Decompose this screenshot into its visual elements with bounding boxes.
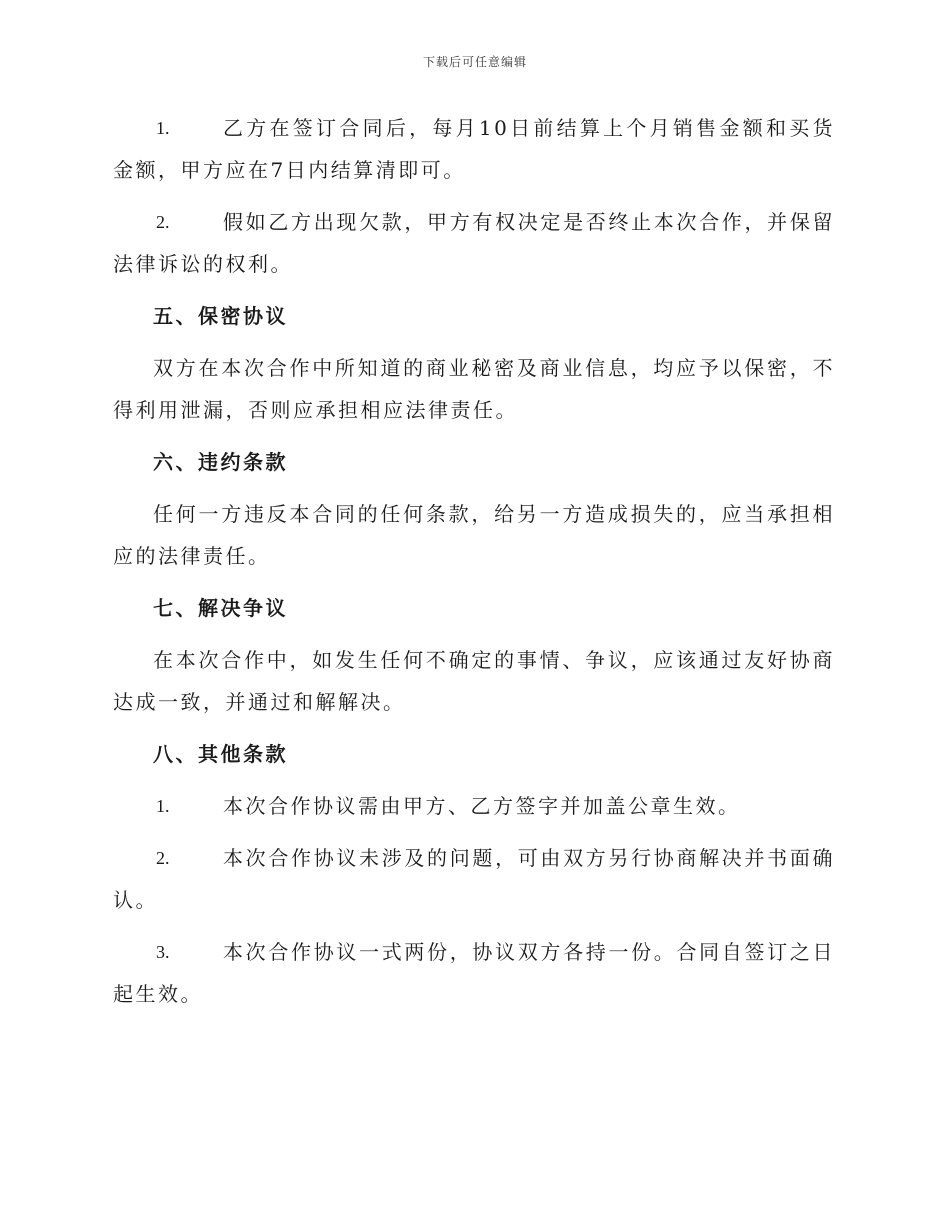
list-text: 本次合作协议需由甲方、乙方签字并加盖公章生效。 <box>223 794 741 818</box>
list-text: 假如乙方出现欠款，甲方有权决定是否终止本次合作，并保留法律诉讼的权利。 <box>113 210 835 276</box>
list-text: 本次合作协议一式两份，协议双方各持一份。合同自签订之日起生效。 <box>113 940 835 1006</box>
clause-4-item-1 <box>113 107 835 191</box>
clause-8-item-2 <box>113 837 835 921</box>
section-heading-dispute: 七、解决争议 <box>153 596 288 620</box>
page-header: 下载后可任意编辑 <box>422 55 527 69</box>
confidentiality-paragraph: 双方在本次合作中所知道的商业秘密及商业信息，均应予以保密，不得利用泄漏，否则应承担相应法律责任。 <box>113 356 835 422</box>
list-text: 本次合作协议未涉及的问题，可由双方另行协商解决并书面确认。 <box>113 846 835 912</box>
document-body <box>113 107 835 1015</box>
list-number: 1. <box>156 796 170 816</box>
clause-8-item-3 <box>113 931 835 1015</box>
list-number: 2. <box>156 212 170 232</box>
list-text: 乙方在签订合同后，每月10日前结算上个月销售金额和买货金额，甲方应在7日内结算清即可。 <box>113 116 835 182</box>
section-heading-confidentiality: 五、保密协议 <box>153 304 288 328</box>
list-number: 1. <box>156 118 170 138</box>
section-heading-other: 八、其他条款 <box>153 742 288 766</box>
list-number: 3. <box>156 942 170 962</box>
clause-8-item-1 <box>113 785 835 827</box>
dispute-paragraph: 在本次合作中，如发生任何不确定的事情、争议，应该通过友好协商达成一致，并通过和解解决。 <box>113 648 835 714</box>
breach-paragraph: 任何一方违反本合同的任何条款，给另一方造成损失的，应当承担相应的法律责任。 <box>113 502 835 568</box>
section-heading-breach: 六、违约条款 <box>153 450 288 474</box>
list-number: 2. <box>156 848 170 868</box>
clause-4-item-2 <box>113 201 835 285</box>
